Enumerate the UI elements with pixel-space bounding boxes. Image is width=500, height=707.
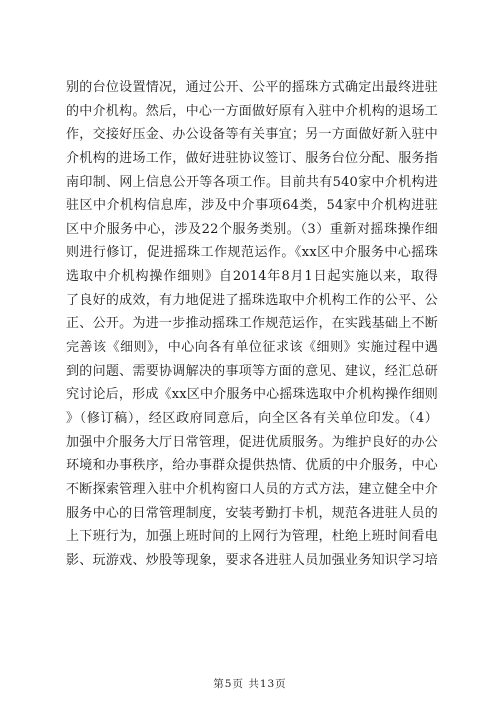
text-line: 不断探索管理入驻中介机构窗口人员的方式方法，建立健全中介 [66,481,438,497]
text-line: 选取中介机构操作细则》自2014年8月1日起实施以来，取得 [66,269,438,285]
text-line: 南印制、网上信息公开等各项工作。目前共有540家中介机构进 [66,174,438,190]
text-line: 上下班行为，加强上班时间的上网行为管理，杜绝上班时间看电 [66,529,438,545]
page-number-footer: 第5页 共13页 [213,678,287,690]
text-line: 则进行修订，促进摇珠工作规范运作。《xx区中介服务中心摇珠 [66,245,438,261]
text-line: 究讨论后，形成《xx区中介服务中心摇珠选取中介机构操作细则 [66,387,438,403]
text-line: 服务中心的日常管理制度，安装考勤打卡机，规范各进驻人员的 [66,505,438,521]
text-line: 影、玩游戏、炒股等现象，要求各进驻人员加强业务知识学习培 [66,552,438,568]
text-line: 到的问题、需要协调解决的事项等方面的意见、建议，经汇总研 [66,363,438,379]
text-line: 加强中介服务大厅日常管理，促进优质服务。为维护良好的办公 [66,434,438,450]
text-line: 环境和办事秩序，给办事群众提供热情、优质的中介服务，中心 [66,458,438,474]
text-line: 》（修订稿），经区政府同意后，向全区各有关单位印发。（4） [66,410,438,426]
text-line: 作，交接好压金、办公设备等有关事宜；另一方面做好新入驻中 [66,127,438,143]
text-line: 的中介机构。然后，中心一方面做好原有入驻中介机构的退场工 [66,103,438,119]
text-line: 别的台位设置情况，通过公开、公平的摇珠方式确定出最终进驻 [66,80,438,95]
text-line: 区中介服务中心，涉及22个服务类别。（3）重新对摇珠操作细 [66,221,438,237]
text-line: 正、公开。为进一步推动摇珠工作规范运作，在实践基础上不断 [66,316,438,332]
text-line: 完善该《细则》，中心向各有单位征求该《细则》实施过程中遇 [66,340,438,356]
text-line: 驻区中介机构信息库，涉及中介事项64类，54家中介机构进驻 [66,198,438,214]
text-line: 介机构的进场工作，做好进驻协议签订、服务台位分配、服务指 [66,150,438,166]
text-line: 了良好的成效，有力地促进了摇珠选取中介机构工作的公平、公 [66,292,438,308]
body-text [66,76,438,572]
